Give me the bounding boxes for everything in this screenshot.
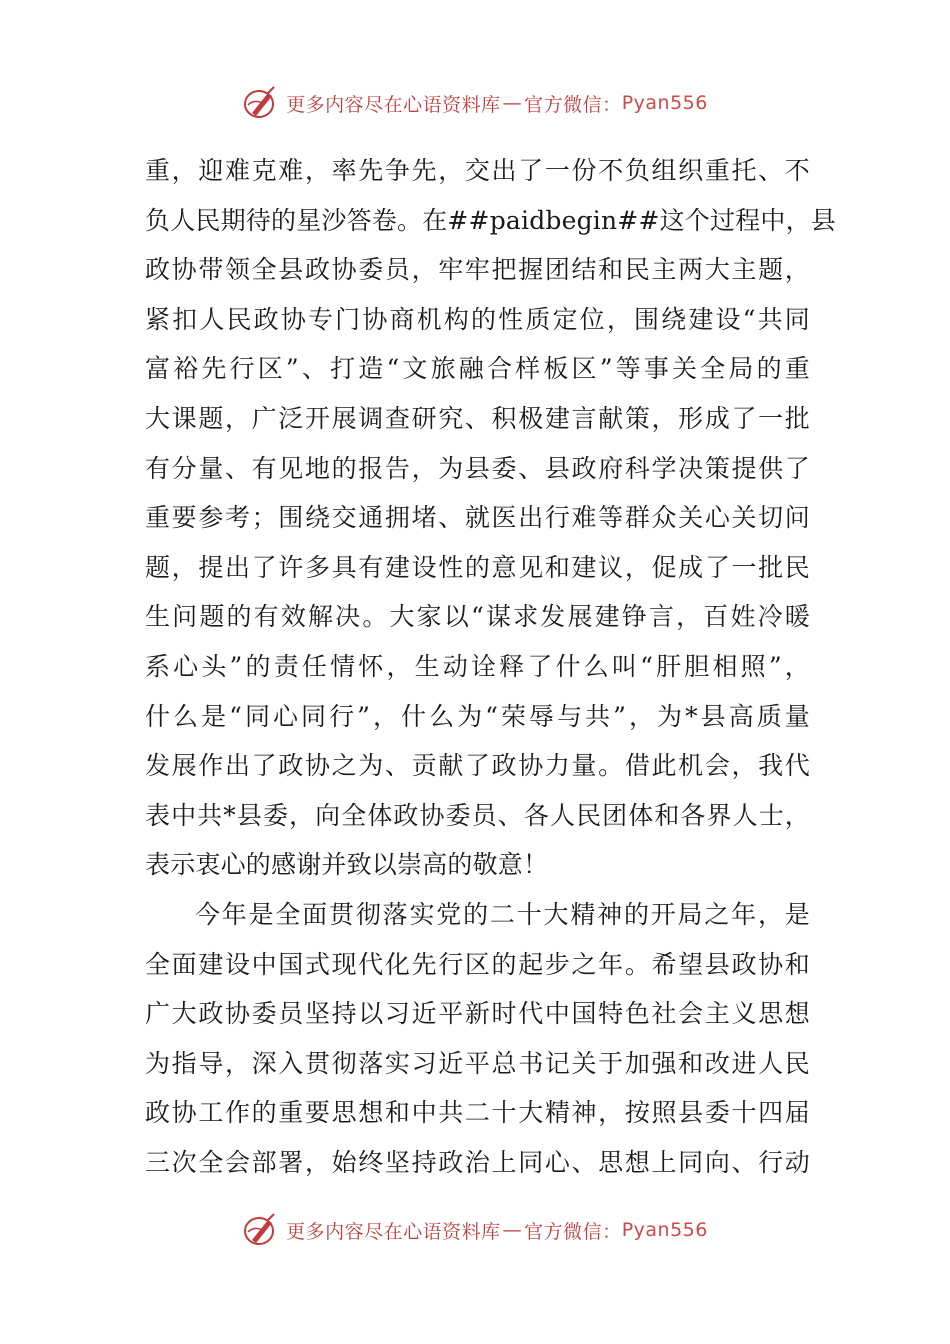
text-line: 重要参考；围绕交通拥堵、就医出行难等群众关心关切问	[145, 503, 810, 533]
footer-watermark	[0, 1210, 950, 1250]
text-line: 政协工作的重要思想和中共二十大精神，按照县委十四届	[145, 1098, 810, 1128]
text-line: 系心头”的责任情怀，生动诠释了什么叫“肝胆相照”，	[145, 651, 810, 681]
watermark-brand: 更多内容尽在心语资料库	[286, 93, 501, 116]
text-line: 为指导，深入贯彻落实习近平总书记关于加强和改进人民	[145, 1048, 810, 1078]
text-line: 今年是全面贯彻落实党的二十大精神的开局之年，是	[195, 899, 810, 929]
text-line: 什么是“同心同行”，什么为“荣辱与共”，为*县高质量	[145, 701, 810, 731]
text-line: 重，迎难克难，率先争先，交出了一份不负组织重托、不	[145, 156, 810, 185]
text-line: 表示衷心的感谢并致以崇高的敬意！	[145, 850, 549, 880]
document-body	[145, 146, 836, 1187]
watermark-wechat-id: Pyan556	[621, 1219, 708, 1241]
text-line: 政协带领全县政协委员，牢牢把握团结和民主两大主题，	[145, 255, 810, 285]
text-line: 题，提出了许多具有建设性的意见和建议，促成了一批民	[145, 552, 810, 582]
text-line: 发展作出了政协之为、贡献了政协力量。借此机会，我代	[145, 751, 810, 781]
header-watermark	[0, 83, 950, 123]
watermark-wechat-id: Pyan556	[621, 92, 708, 114]
text-line: 富裕先行区”、打造“文旅融合样板区”等事关全局的重	[145, 354, 810, 384]
text-line: 表中共*县委，向全体政协委员、各人民团体和各界人士，	[145, 800, 810, 830]
watermark-wechat-label: 官方微信：	[524, 1220, 622, 1243]
watermark-wechat-label: 官方微信：	[524, 93, 622, 116]
watermark-brand: 更多内容尽在心语资料库	[286, 1220, 501, 1243]
pen-logo-icon	[242, 85, 280, 121]
text-line: 大课题，广泛开展调查研究、积极建言献策，形成了一批	[145, 403, 810, 433]
text-line: 广大政协委员坚持以习近平新时代中国特色社会主义思想	[145, 999, 810, 1029]
text-line: 负人民期待的星沙答卷。在##paidbegin##这个过程中，县	[145, 205, 836, 235]
text-line: 全面建设中国式现代化先行区的起步之年。希望县政协和	[145, 949, 810, 979]
text-line: 三次全会部署，始终坚持政治上同心、思想上同向、行动	[145, 1147, 810, 1177]
text-line: 生问题的有效解决。大家以“谋求发展建铮言，百姓冷暖	[145, 602, 810, 632]
pen-logo-icon	[242, 1212, 280, 1248]
text-line: 有分量、有见地的报告，为县委、县政府科学决策提供了	[145, 453, 810, 483]
watermark-dash: —	[502, 1219, 523, 1241]
paragraph	[145, 146, 836, 890]
text-line: 紧扣人民政协专门协商机构的性质定位，围绕建设“共同	[145, 304, 810, 334]
paragraph	[145, 890, 810, 1188]
watermark-dash: —	[502, 92, 523, 114]
